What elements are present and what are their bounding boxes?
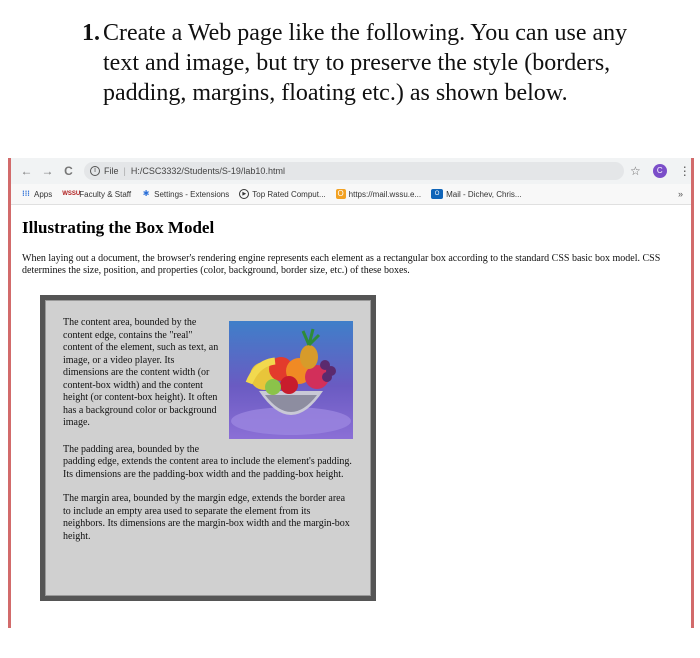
intro-paragraph: When laying out a document, the browser's rendering engine represents each element as a rectangular box according to the standard CSS basic box model. CSS determines the size, position, and properties (color, background, border size, etc.) of these boxes.	[22, 253, 661, 276]
info-icon[interactable]: i	[90, 166, 100, 176]
bookmark-label: Settings - Extensions	[154, 189, 230, 199]
outlook-icon: O	[431, 189, 443, 199]
box-model-container	[40, 295, 376, 601]
back-arrow-icon[interactable]: ←	[20, 164, 33, 178]
margin-area-paragraph: The margin area, bounded by the margin edge, extends the border area to include an empty area used to separate the element from its neighbors. Its dimensions are the margin-box width and the margin-box height.	[63, 493, 350, 542]
office-icon: O	[337, 189, 344, 198]
more-bookmarks-icon[interactable]: »	[677, 189, 683, 199]
menu-kebab-icon[interactable]: ⋮	[678, 164, 691, 178]
bookmark-label: https://mail.wssu.e...	[348, 189, 422, 199]
task-text: Create a Web page like the following. You can use any text and image, but try to preserve the style (borders, padding, margins, floating etc.) as shown below.	[103, 20, 628, 106]
bookmark-settings-extensions[interactable]	[141, 189, 229, 199]
box-content	[63, 317, 353, 555]
apps-grid-icon: ⁝⁝⁝	[22, 189, 30, 198]
task-number: 1.	[82, 20, 100, 46]
bookmark-label: Top Rated Comput...	[252, 189, 326, 199]
fruit-bowl-image	[229, 321, 353, 439]
bookmark-label: Mail - Dichev, Chris...	[446, 189, 522, 199]
profile-avatar[interactable]: C	[653, 164, 667, 178]
bookmark-star-icon[interactable]: ☆	[630, 164, 641, 178]
bookmark-top-rated[interactable]	[239, 189, 325, 199]
reload-icon[interactable]: C	[64, 164, 73, 178]
url-text[interactable]: H:/CSC3332/Students/S-19/lab10.html	[130, 166, 285, 176]
forward-arrow-icon[interactable]: →	[41, 164, 54, 178]
bookmark-wssu-mail[interactable]	[336, 189, 421, 199]
bookmark-outlook-mail[interactable]	[431, 189, 521, 199]
task-instruction	[82, 18, 652, 108]
bookmark-label: Faculty & Staff	[79, 189, 132, 199]
gear-icon: ✱	[142, 189, 150, 198]
url-separator: |	[123, 166, 126, 176]
content-area-paragraph: The content area, bounded by the content edge, contains the "real" content of the element, such as text, an image, or a video player. Its dimensions are the content width (or content-box width) and the content height (or content-box height). It often has a background color or background image.	[63, 317, 219, 428]
bookmark-label: Apps	[34, 189, 53, 199]
address-bar	[11, 158, 691, 184]
bookmark-faculty-staff[interactable]	[62, 189, 131, 199]
padding-area-paragraph: The padding area, bounded by the padding edge, extends the content area to include the element's padding. Its dimensions are the padding-box width and the padding-box height.	[63, 443, 352, 480]
wssu-logo-icon: WSSU	[62, 191, 81, 197]
page-title: Illustrating the Box Model	[22, 218, 215, 237]
play-icon: ▶	[239, 189, 249, 199]
page-content	[11, 205, 691, 628]
url-field[interactable]	[84, 162, 624, 180]
browser-window	[8, 158, 694, 628]
url-scheme-label: File	[104, 166, 119, 176]
bookmark-apps[interactable]	[21, 189, 52, 199]
bookmarks-bar	[11, 184, 691, 205]
